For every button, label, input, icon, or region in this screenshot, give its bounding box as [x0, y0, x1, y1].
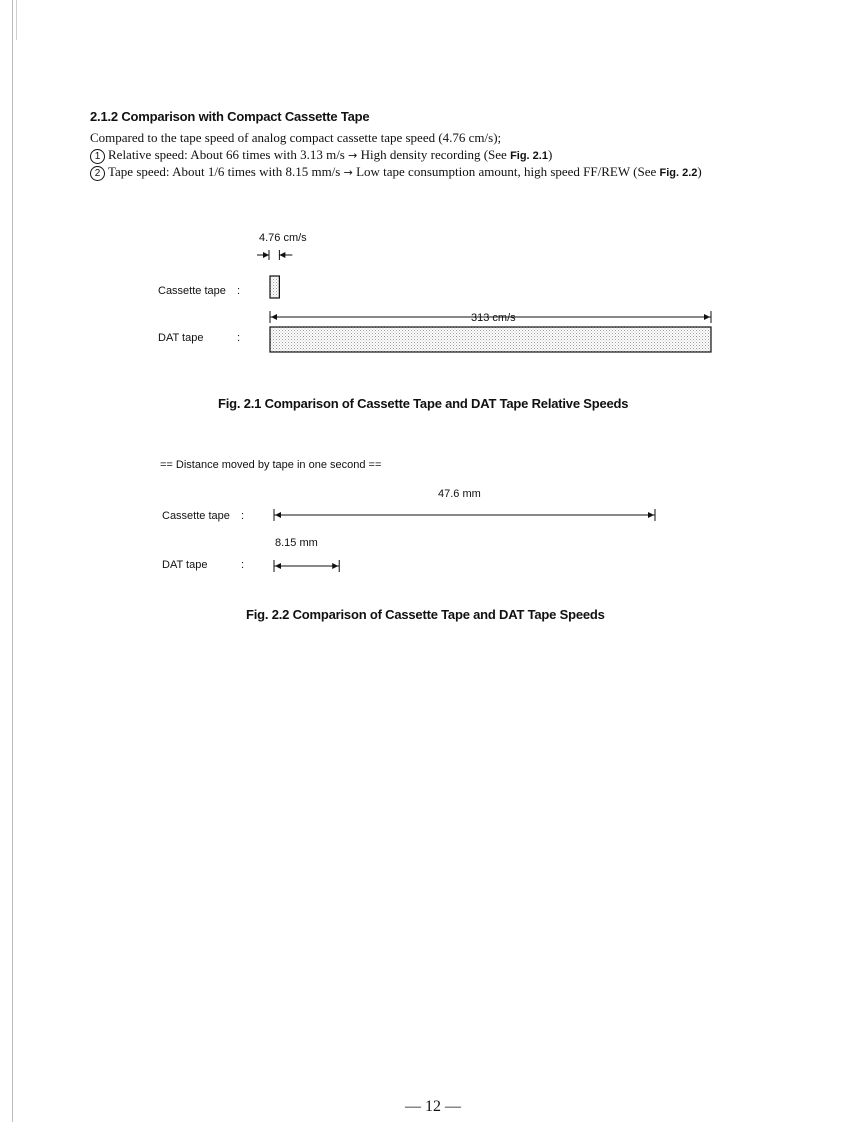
fig2-dat-colon: : — [241, 559, 245, 571]
item-text: Tape speed: About 1/6 times with 8.15 mm/s — [108, 164, 341, 179]
fig2-dat-distance-label: 8.15 mm — [275, 537, 318, 549]
fig1-dat-arrow-left-head — [271, 314, 277, 320]
intro-paragraph: Compared to the tape speed of analog compact cassette tape speed (4.76 cm/s); — [90, 130, 502, 145]
fig2-dat-arrow-left-head — [275, 563, 281, 569]
fig2-cassette-arrow-left-head — [275, 512, 281, 518]
fig1-cassette-label: Cassette tape — [158, 285, 226, 297]
fig2-heading: == Distance moved by tape in one second == — [160, 459, 382, 471]
fig1-caption: Fig. 2.1 Comparison of Cassette Tape and DAT Tape Relative Speeds — [218, 396, 629, 411]
page-number: — 12 — — [405, 1098, 461, 1115]
section-title: 2.1.2 Comparison with Compact Cassette Tape — [90, 109, 370, 124]
fig2-cassette-arrow-right-head — [648, 512, 654, 518]
item-result: High density recording (See — [360, 147, 507, 162]
fig1-cassette-bar — [270, 276, 279, 298]
fig2-dat-arrow-right-head — [332, 563, 338, 569]
item-result: Low tape consumption amount, high speed FF/REW (See — [356, 164, 657, 179]
fig1-cassette-colon: : — [237, 285, 241, 297]
fig2-dat-label: DAT tape — [162, 559, 208, 571]
figure-reference: Fig. 2.1 — [510, 150, 548, 162]
fig2-cassette-colon: : — [241, 510, 245, 522]
fig1-dat-arrow-right-head — [704, 314, 710, 320]
fig1-dat-colon: : — [237, 332, 241, 344]
fig1-dat-bar — [270, 327, 711, 352]
figure-reference: Fig. 2.2 — [659, 167, 698, 179]
fig2-cassette-distance-label: 47.6 mm — [438, 488, 481, 500]
item-close: ) — [697, 164, 702, 179]
fig1-cassette-arrow-right-head — [279, 252, 285, 258]
right-arrow-icon: → — [348, 149, 358, 162]
item-close: ) — [547, 147, 553, 162]
fig2-cassette-label: Cassette tape — [162, 510, 230, 522]
fig1-dat-speed-label: 313 cm/s — [467, 312, 520, 324]
fig1-cassette-arrow-left-head — [263, 252, 269, 258]
fig1-cassette-speed-label: 4.76 cm/s — [259, 232, 307, 244]
fig1-dat-label: DAT tape — [158, 332, 204, 344]
circled-number-2: 2 — [90, 166, 105, 181]
item-text: Relative speed: About 66 times with 3.13 m/s — [108, 147, 345, 162]
fig2-caption: Fig. 2.2 Comparison of Cassette Tape and DAT Tape Speeds — [246, 607, 605, 622]
circled-number-1: 1 — [90, 149, 105, 164]
right-arrow-icon: → — [343, 166, 353, 179]
